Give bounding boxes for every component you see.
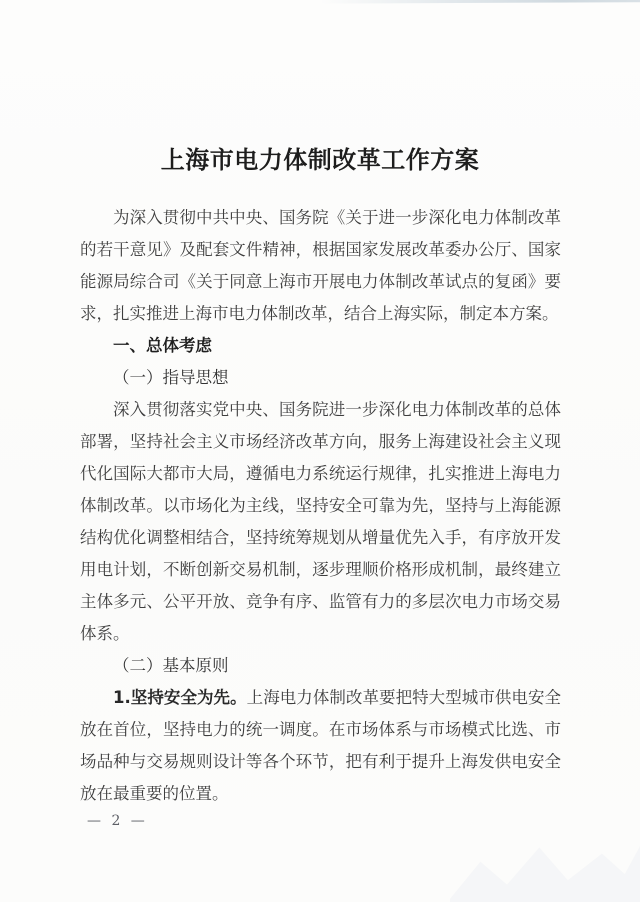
intro-paragraph: 为深入贯彻中共中央、国务院《关于进一步深化电力体制改革的若干意见》及配套文件精神，根据国家发展改革委办公厅、国家能源局综合司《关于同意上海市开展电力体制改革试点的复函》要求，扎实推进上海市电力体制改革，结合上海实际，制定本方案。: [80, 208, 561, 323]
guiding-ideology-paragraph: 深入贯彻落实党中央、国务院进一步深化电力体制改革的总体部署，坚持社会主义市场经济改革方向，服务上海建设社会主义现代化国际大都市大局，遵循电力系统运行规律，扎实推进上海电力体制改革。以市场化为主线，坚持安全可靠为先，坚持与上海能源结构优化调整相结合，坚持统筹规划从增量优先入手，有序放开发用电计划，不断创新交易机制，逐步理顺价格形成机制，最终建立主体多元、公平开放、竞争有序、监管有力的多层次电力市场交易体系。: [80, 400, 561, 643]
document-body: [80, 202, 561, 810]
scan-edge-artifact: [0, 0, 640, 5]
subsection-heading-guiding-ideology: （一）指导思想: [113, 368, 229, 387]
section-heading-overall-considerations: 一、总体考虑: [113, 336, 212, 355]
watermark: [450, 840, 640, 902]
principle-1-lead: 1.坚持安全为先。: [113, 688, 247, 707]
subsection-heading-basic-principles: （二）基本原则: [113, 656, 229, 675]
principle-1-paragraph: [80, 682, 561, 810]
document-title: 上海市电力体制改革工作方案: [160, 145, 480, 174]
page-number: — 2 —: [87, 813, 148, 829]
principle-1-text: 上海电力体制改革要把特大型城市供电安全放在首位，坚持电力的统一调度。在市场体系与市场模式比选、市场品种与交易规则设计等各个环节，把有利于提升上海发供电安全放在最重要的位置。: [80, 688, 562, 803]
